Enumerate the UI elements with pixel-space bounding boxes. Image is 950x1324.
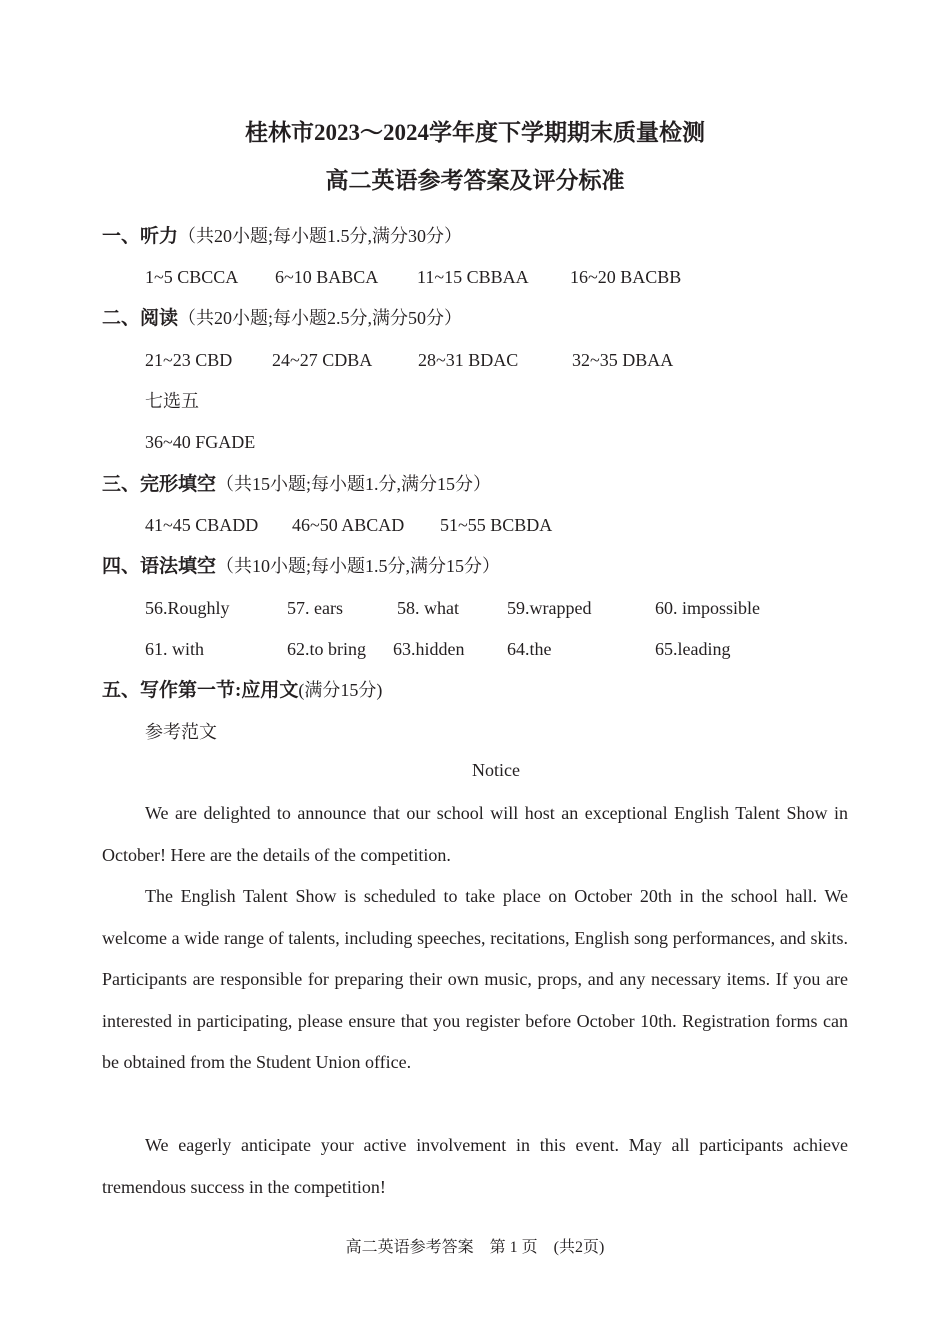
- document-title: 桂林市2023～2024学年度下学期期末质量检测: [245, 120, 705, 145]
- answer-group: 41~45 CBADD: [145, 515, 259, 535]
- answer-group: 46~50 ABCAD: [292, 515, 405, 535]
- section-title: 四、语法填空: [102, 556, 217, 577]
- section-note: (满分15分): [298, 680, 383, 700]
- answer-group: 24~27 CDBA: [272, 350, 373, 370]
- answer-group: 16~20 BACBB: [570, 267, 682, 287]
- answer-group: 28~31 BDAC: [418, 350, 519, 370]
- grammar-answer: 62.to bring: [287, 639, 366, 659]
- grammar-answer: 60. impossible: [655, 598, 761, 618]
- grammar-answer: 57. ears: [287, 598, 343, 618]
- essay-paragraph: We are delighted to announce that our school will host an exceptional English Talent Show in October! Here are the details of the competition.: [102, 803, 848, 865]
- grammar-answer: 63.hidden: [393, 639, 465, 659]
- essay-paragraph: The English Talent Show is scheduled to take place on October 20th in the school hall. We welcome a wide range of talents, including speeches, recitations, English song performances, and skits. Participants are responsible for preparing their own music, props, and any necessary items. If you are interested in participating, please ensure that you register before October 10th. Registration forms can be obtained from the Student Union office.: [102, 886, 848, 1072]
- answer-group: 51~55 BCBDA: [440, 515, 553, 535]
- section-title: 三、完形填空: [102, 474, 217, 495]
- answer-group: 1~5 CBCCA: [145, 267, 239, 287]
- answer-group: 11~15 CBBAA: [417, 267, 529, 287]
- section-cloze-heading: [102, 472, 491, 496]
- seven-five-label: 七选五: [145, 391, 199, 411]
- section-grammar-heading: [102, 554, 500, 578]
- section-note: （共15小题;每小题1.分,满分15分）: [216, 474, 492, 494]
- section-title: 一、听力: [102, 226, 179, 247]
- notice-title: Notice: [472, 760, 520, 780]
- answer-group: 32~35 DBAA: [572, 350, 674, 370]
- section-note: （共20小题;每小题1.5分,满分30分）: [178, 226, 463, 246]
- answer-group: 36~40 FGADE: [145, 432, 256, 452]
- grammar-answer: 59.wrapped: [507, 598, 592, 618]
- grammar-answer: 61. with: [145, 639, 205, 659]
- section-note: （共10小题;每小题1.5分,满分15分）: [216, 556, 501, 576]
- section-writing-heading: [102, 678, 382, 702]
- grammar-answer: 56.Roughly: [145, 598, 230, 618]
- section-title: 二、阅读: [102, 308, 179, 329]
- grammar-answer: 58. what: [397, 598, 459, 618]
- document-subtitle: 高二英语参考答案及评分标准: [325, 168, 625, 193]
- section-reading-heading: [102, 306, 462, 330]
- answer-group: 6~10 BABCA: [275, 267, 379, 287]
- grammar-answer: 64.the: [507, 639, 552, 659]
- section-note: （共20小题;每小题2.5分,满分50分）: [178, 308, 463, 328]
- section-listening-heading: [102, 224, 462, 248]
- answer-group: 21~23 CBD: [145, 350, 233, 370]
- page-footer: 高二英语参考答案 第 1 页 (共2页): [345, 1239, 605, 1256]
- essay-paragraph: We eagerly anticipate your active involvement in this event. May all participants achieve tremendous success in the competition!: [102, 1135, 848, 1197]
- section-title: 五、写作第一节:应用文: [102, 680, 299, 701]
- sample-label: 参考范文: [145, 722, 217, 742]
- grammar-answer: 65.leading: [655, 639, 731, 659]
